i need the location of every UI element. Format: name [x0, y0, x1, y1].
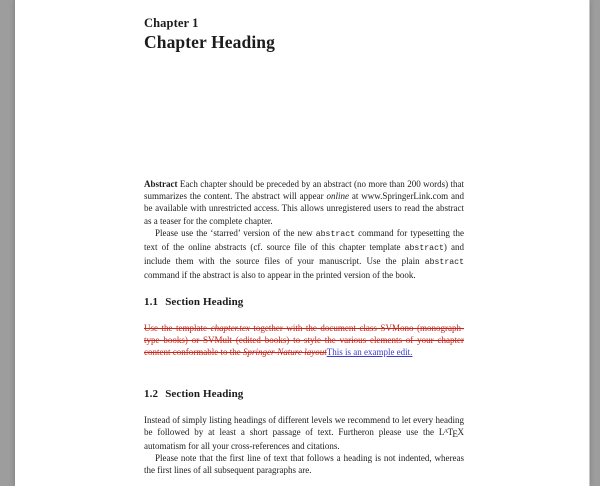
text-segment: Instead of simply listing headings of different levels we recommend to let every heading be followed by at least a short passage of text. Furtheron please use the [144, 415, 464, 438]
section-title: Section Heading [165, 388, 244, 400]
text-segment: Please note that the first line of text that follows a heading is not indented, whereas the first lines of all subsequent paragraphs are. [144, 453, 464, 476]
abstract-paragraph-1 [144, 178, 464, 227]
text-segment: abstract [424, 258, 464, 268]
text-segment: Each chapter should be preceded by an abstract (no more than 200 words) that summarizes the content. The abstract will appear [144, 179, 464, 202]
text-segment: Abstract [144, 179, 178, 189]
text-segment: command if the abstract is also to appear in the printed version of the book. [144, 270, 416, 281]
chapter-number: Chapter 1 [144, 16, 199, 30]
example-edit-link[interactable]: This is an example edit. [326, 347, 413, 358]
text-segment: abstract [315, 229, 356, 239]
section-number: 1.2 [144, 388, 159, 400]
body-paragraph-2 [144, 452, 464, 476]
text-segment: command for typesetting the text of the online abstracts (cf. source file of this chapter template [144, 227, 464, 253]
text-segment: ) and include them with the source files of your manuscript. Use the plain [144, 242, 464, 267]
deleted-text-segment: together with the document class SVMono (monograph-type books) or SVMult (edited books) to style the various elements of your chapter content conformable to the [144, 323, 464, 358]
text-segment: automatism for all your cross-references and citations. [144, 441, 340, 452]
section-number: 1.1 [144, 296, 159, 308]
text-segment: abstract [404, 244, 444, 254]
body-paragraph-1 [144, 414, 464, 452]
deleted-text-segment: chapter.tex [210, 323, 250, 333]
section-1-2-body [144, 414, 464, 477]
text-segment: Please use the ‘starred’ version of the new [155, 227, 316, 238]
section-title: Section Heading [165, 296, 244, 308]
section-1-2-heading [144, 388, 243, 400]
latex-logo: LATEX [438, 427, 464, 439]
abstract-paragraph-2 [144, 227, 464, 282]
deleted-text-segment: Use the template [144, 323, 211, 333]
tracked-changes-paragraph [144, 322, 464, 359]
chapter-title: Chapter Heading [144, 32, 275, 52]
text-segment: online [326, 191, 350, 202]
tracked-changes-block [144, 322, 464, 359]
deleted-text-segment: Springer-Nature layout [242, 347, 327, 358]
section-1-1-heading [144, 296, 243, 308]
abstract-block [144, 178, 464, 282]
text-segment: at www.SpringerLink.com and be available with unrestricted access. This allows unregistered users to read the abstract as a teaser for the complete chapter. [144, 191, 464, 226]
document-page [14, 0, 590, 486]
